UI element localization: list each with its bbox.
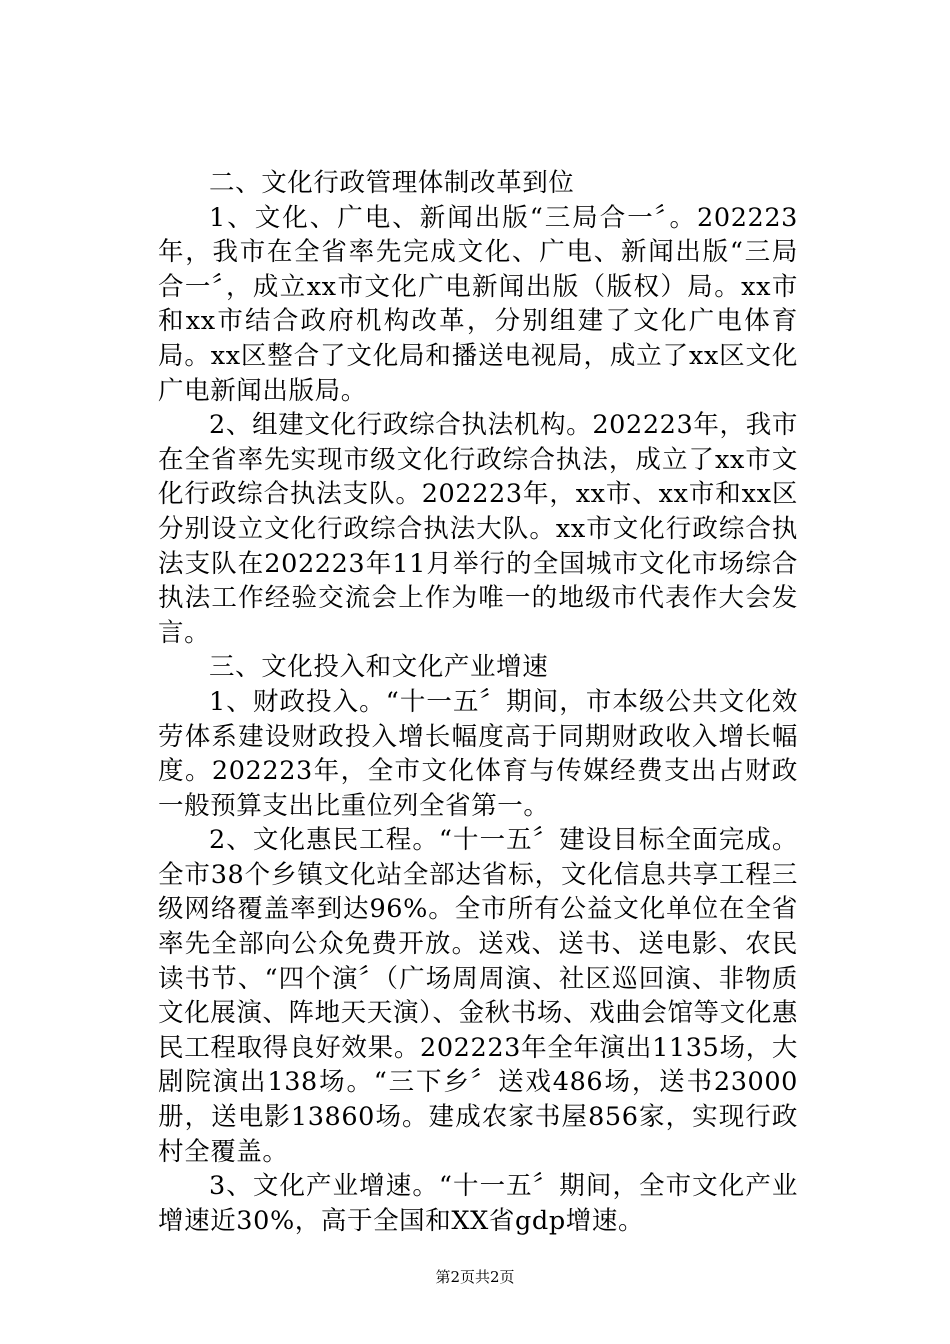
paragraph-3: 1、财政投入。“十一五〞期间，市本级公共文化效劳体系建设财政投入增长幅度高于同期财政收入增长幅度。202223年，全市文化体育与传媒经费支出占财政一般预算支出比重位列全省第一。 — [158, 686, 798, 821]
page-footer — [0, 1267, 950, 1287]
page-total: 共2页 — [475, 1268, 515, 1286]
paragraph-4: 2、文化惠民工程。“十一五〞建设目标全面完成。全市38个乡镇文化站全部达省标，文化信息共享工程三级网络覆盖率到达96%。全市所有公益文化单位在全省率先全部向公众免费开放。送戏、送书、送电影、农民读书节、“四个演〞（广场周周演、社区巡回演、非物质文化展演、阵地天天演）、金秋书场、戏曲会馆等文化惠民工程取得良好效果。202223年全年演出1135场，大剧院演出138场。“三下乡〞送戏486场，送书23000册，送电影13860场。建成农家书屋856家，实现行政村全覆盖。 — [158, 825, 798, 1167]
document-body — [158, 166, 798, 1238]
page-number: 第2页 — [435, 1268, 475, 1286]
paragraph-5: 3、文化产业增速。“十一五〞期间，全市文化产业增速近30%，高于全国和XX省gdp增速。 — [158, 1171, 798, 1236]
paragraph-2: 2、组建文化行政综合执法机构。202223年，我市在全省率先实现市级文化行政综合执法，成立了xx市文化行政综合执法支队。202223年，xx市、xx市和xx区分别设立文化行政综合执法大队。xx市文化行政综合执法支队在202223年11月举行的全国城市文化市场综合执法工作经验交流会上作为唯一的地级市代表作大会发言。 — [158, 410, 798, 648]
section-heading-2: 二、文化行政管理体制改革到位 — [209, 168, 575, 198]
paragraph-1: 1、文化、广电、新闻出版“三局合一〞。202223年，我市在全省率先完成文化、广电、新闻出版“三局合一〞，成立xx市文化广电新闻出版（版权）局。xx市和xx市结合政府机构改革，分别组建了文化广电体育局。xx区整合了文化局和播送电视局，成立了xx区文化广电新闻出版局。 — [158, 202, 799, 406]
section-heading-3: 三、文化投入和文化产业增速 — [209, 652, 549, 683]
